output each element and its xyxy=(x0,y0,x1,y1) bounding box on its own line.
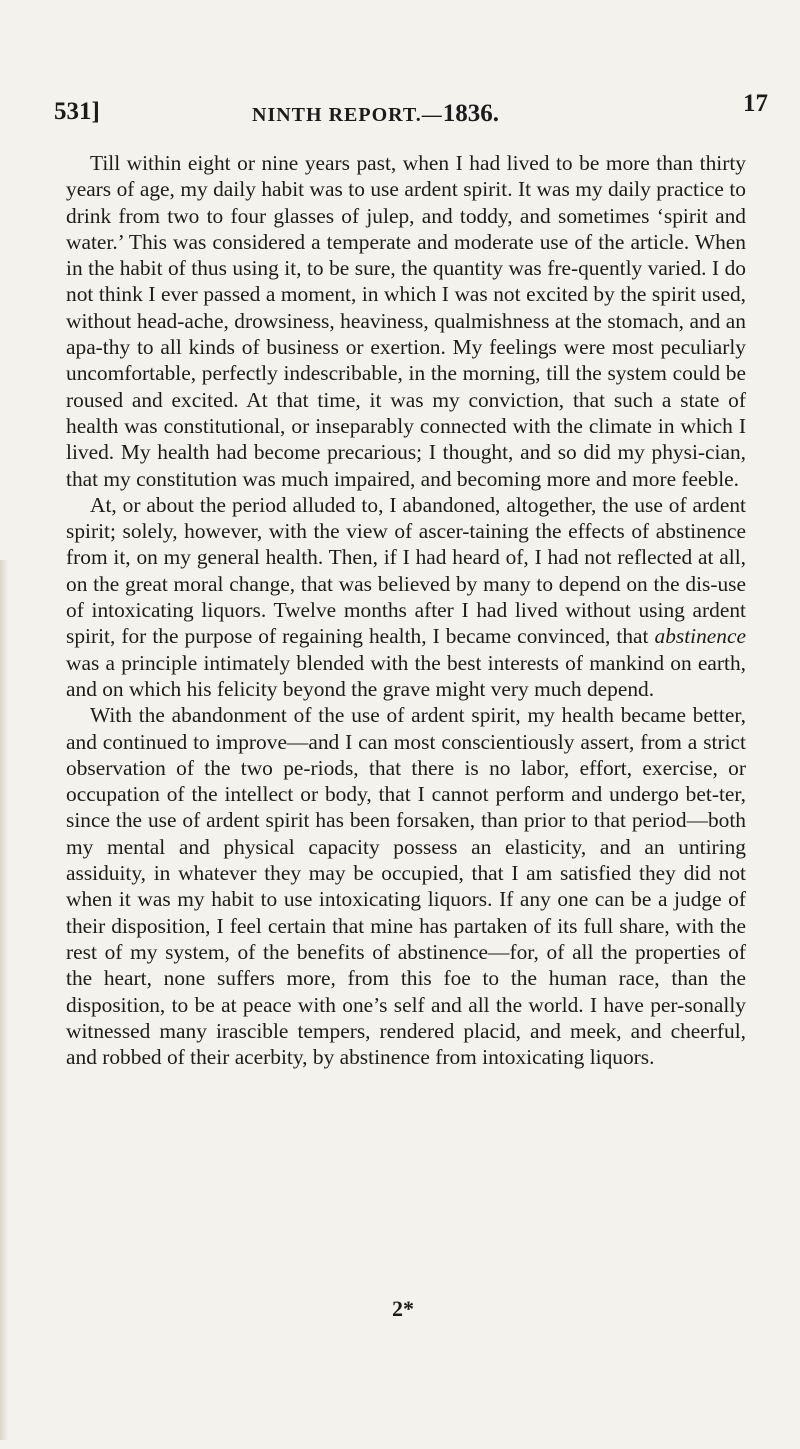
paragraph-2-after: was a principle intimately blended with the best interests of mankind on earth, and on which his felicity beyond the grave might very much depend. xyxy=(66,650,746,701)
paragraph-2-emphasis: abstinence xyxy=(654,624,746,649)
paragraph-1: Till within eight or nine years past, when I had lived to be more than thirty years of age, my daily habit was to use ardent spirit. It was my daily practice to drink from two to four glasses of julep, and toddy, and sometimes ‘spirit and water.’ This was considered a temperate and moderate use of the article. When in the habit of thus using it, to be sure, the quantity was fre-quently varied. I do not think I ever passed a moment, in which I was not excited by the spirit used, without head-ache, drowsiness, heaviness, qualmishness at the stomach, and an apa-thy to all kinds of business or exertion. My feelings were most peculiarly uncomfortable, perfectly indescribable, in the morning, till the system could be roused and excited. At that time, it was my conviction, that such a state of health was constitutional, or inseparably connected with the climate in which I lived. My health had become precarious; I thought, and so did my physi-cian, that my constitution was much impaired, and becoming more and more feeble. xyxy=(66,151,746,491)
running-header xyxy=(54,90,768,138)
running-title-year: 1836. xyxy=(442,100,499,127)
paragraph-2 xyxy=(66,492,746,702)
page-number-left: 531] xyxy=(54,98,100,125)
signature-mark: 2* xyxy=(392,1296,414,1321)
page-number-right: 17 xyxy=(743,90,768,117)
running-title xyxy=(252,100,499,128)
paragraph-2-before: At, or about the period alluded to, I abandoned, altogether, the use of ardent spirit; solely, however, with the view of ascer-taining the effects of abstinence from it, on my general health. Then, if I had heard of, I had not reflected at all, on the great moral change, that was believed by many to depend on the dis-use of intoxicating liquors. Twelve months after I had lived without using ardent spirit, for the purpose of regaining health, I became convinced, that xyxy=(66,492,746,649)
running-title-text: NINTH REPORT.— xyxy=(252,104,443,126)
body-text xyxy=(66,150,746,1070)
paragraph-3: With the abandonment of the use of ardent spirit, my health became better, and continued to improve—and I can most conscientiously assert, from a strict observation of the two pe-riods, that there is no labor, effort, exercise, or occupation of the intellect or body, that I cannot perform and undergo bet-ter, since the use of ardent spirit has been forsaken, than prior to that period—both my mental and physical capacity possess an elasticity, and an untiring assiduity, in whatever they may be occupied, that I am satisfied they did not when it was my habit to use intoxicating liquors. If any one can be a judge of their disposition, I feel certain that mine has partaken of its full share, with the rest of my system, of the benefits of abstinence—for, of all the properties of the heart, none suffers more, from this foe to the human race, than the disposition, to be at peace with one’s self and all the world. I have per-sonally witnessed many irascible tempers, rendered placid, and meek, and cheerful, and robbed of their acerbity, by abstinence from intoxicating liquors. xyxy=(66,703,746,1070)
page-shadow-edge xyxy=(0,560,8,1440)
